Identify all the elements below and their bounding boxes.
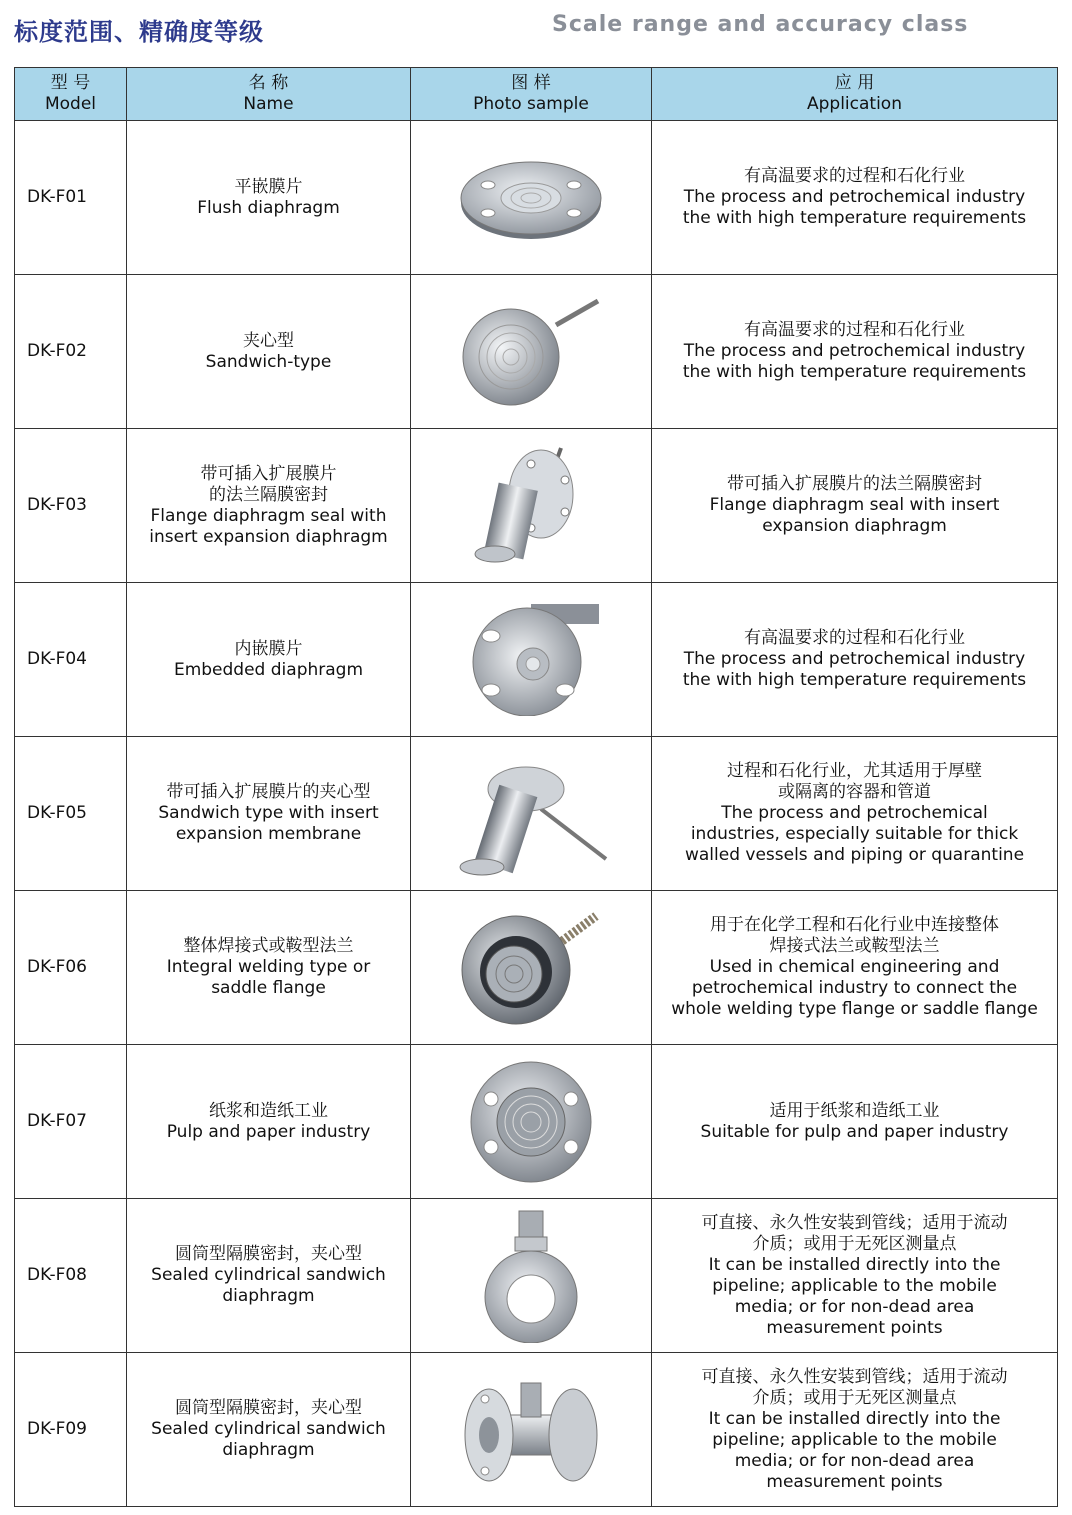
name-line: 平嵌膜片: [234, 176, 303, 197]
model-cell: DK-F05: [15, 737, 127, 891]
name-cell: [127, 737, 411, 891]
name-line: Sealed cylindrical sandwich: [151, 1419, 386, 1439]
name-line: 夹心型: [243, 330, 294, 351]
application-cell: [652, 583, 1058, 737]
application-line: It can be installed directly into the: [708, 1254, 1001, 1275]
application-line: media; or for non-dead area: [734, 1296, 975, 1317]
name-line: 带可插入扩展膜片: [200, 463, 337, 484]
application-line: 适用于纸浆和造纸工业: [769, 1100, 940, 1121]
table-header-row: [15, 68, 1058, 121]
application-line: 可直接、永久性安装到管线；适用于流动: [701, 1366, 1008, 1387]
cylindrical-seal-icon: [411, 1209, 651, 1343]
embedded-diaphragm-icon: [411, 604, 651, 716]
application-line: 可直接、永久性安装到管线；适用于流动: [701, 1212, 1008, 1233]
name-line: 内嵌膜片: [234, 638, 303, 659]
column-header-model: 型 号 Model: [15, 68, 127, 121]
model-cell: DK-F06: [15, 891, 127, 1045]
column-header-application: 应 用 Application: [652, 68, 1058, 121]
application-cell: [652, 275, 1058, 429]
name-cell: [127, 1353, 411, 1507]
product-table: [14, 67, 1058, 1507]
application-cell: [652, 121, 1058, 275]
application-line: the with high temperature requirements: [682, 362, 1027, 382]
application-line: petrochemical industry to connect the: [691, 978, 1018, 998]
name-line: 带可插入扩展膜片的夹心型: [166, 782, 371, 802]
application-line: The process and petrochemical industry: [683, 187, 1026, 207]
name-line: Sandwich-type: [205, 351, 332, 372]
name-cell: [127, 891, 411, 1045]
application-line: The process and petrochemical industry: [683, 649, 1026, 669]
application-line: measurement points: [766, 1317, 943, 1338]
photo-cell: [411, 1199, 652, 1353]
name-line: 的法兰隔膜密封: [209, 484, 328, 505]
name-line: Embedded diaphragm: [173, 659, 364, 680]
name-line: Integral welding type or: [166, 957, 371, 977]
name-cell: [127, 583, 411, 737]
sandwich-extended-icon: [411, 749, 651, 879]
application-line: media; or for non-dead area: [734, 1450, 975, 1471]
name-line: Sealed cylindrical sandwich: [151, 1265, 386, 1285]
application-cell: [652, 1353, 1058, 1507]
photo-cell: [411, 429, 652, 583]
application-line: walled vessels and piping or quarantine: [684, 845, 1025, 865]
table-row: [15, 121, 1058, 275]
application-cell: [652, 1045, 1058, 1199]
table-row: [15, 891, 1058, 1045]
name-cell: [127, 1045, 411, 1199]
name-cell: [127, 429, 411, 583]
model-cell: DK-F09: [15, 1353, 127, 1507]
application-line: 用于在化学工程和石化行业中连接整体: [710, 915, 999, 935]
application-line: pipeline; applicable to the mobile: [712, 1275, 997, 1296]
application-line: the with high temperature requirements: [682, 208, 1027, 228]
name-line: insert expansion diaphragm: [149, 526, 388, 547]
name-cell: [127, 121, 411, 275]
application-line: The process and petrochemical: [721, 803, 988, 823]
column-header-photo: 图 样 Photo sample: [411, 68, 652, 121]
application-line: measurement points: [766, 1471, 943, 1492]
photo-cell: [411, 737, 652, 891]
model-cell: DK-F02: [15, 275, 127, 429]
application-line: Flange diaphragm seal with insert: [709, 495, 1000, 515]
application-line: It can be installed directly into the: [708, 1408, 1001, 1429]
application-line: the with high temperature requirements: [682, 670, 1027, 690]
name-line: expansion membrane: [175, 824, 362, 844]
application-cell: [652, 1199, 1058, 1353]
application-cell: [652, 737, 1058, 891]
table-row: [15, 737, 1058, 891]
photo-cell: [411, 1045, 652, 1199]
table-row: [15, 583, 1058, 737]
application-line: pipeline; applicable to the mobile: [712, 1429, 997, 1450]
name-line: Flange diaphragm seal with: [150, 505, 387, 526]
page-title-en: Scale range and accuracy class: [552, 12, 969, 37]
application-line: 有高温要求的过程和石化行业: [744, 628, 965, 648]
table-row: [15, 429, 1058, 583]
application-cell: [652, 429, 1058, 583]
application-line: Used in chemical engineering and: [709, 957, 1000, 977]
photo-cell: [411, 891, 652, 1045]
photo-cell: [411, 275, 652, 429]
table-row: [15, 275, 1058, 429]
application-line: Suitable for pulp and paper industry: [700, 1121, 1009, 1142]
name-line: 纸浆和造纸工业: [209, 1100, 328, 1121]
name-line: Pulp and paper industry: [166, 1121, 371, 1142]
application-line: 焊接式法兰或鞍型法兰: [769, 936, 940, 956]
name-line: 圆筒型隔膜密封，夹心型: [175, 1398, 362, 1418]
table-row: [15, 1045, 1058, 1199]
photo-cell: [411, 583, 652, 737]
application-cell: [652, 891, 1058, 1045]
flange-extended-icon: [411, 446, 651, 566]
application-line: industries, especially suitable for thick: [690, 824, 1019, 844]
name-line: 整体焊接式或鞍型法兰: [183, 936, 354, 956]
application-line: 有高温要求的过程和石化行业: [744, 166, 965, 186]
application-line: 介质；或用于无死区测量点: [752, 1387, 957, 1408]
name-cell: [127, 275, 411, 429]
application-line: 或隔离的容器和管道: [778, 782, 931, 802]
model-cell: DK-F03: [15, 429, 127, 583]
sandwich-diaphragm-icon: [411, 297, 651, 407]
application-line: The process and petrochemical industry: [683, 341, 1026, 361]
column-header-name: 名 称 Name: [127, 68, 411, 121]
photo-cell: [411, 1353, 652, 1507]
inline-pipe-seal-icon: [411, 1375, 651, 1485]
application-line: expansion diaphragm: [762, 516, 947, 536]
photo-cell: [411, 121, 652, 275]
table-row: [15, 1199, 1058, 1353]
name-line: saddle flange: [211, 978, 326, 998]
model-cell: DK-F04: [15, 583, 127, 737]
table-row: [15, 1353, 1058, 1507]
application-line: 带可插入扩展膜片的法兰隔膜密封: [727, 474, 982, 494]
welded-flange-icon: [411, 908, 651, 1028]
name-line: Flush diaphragm: [197, 197, 340, 218]
model-cell: DK-F01: [15, 121, 127, 275]
application-line: 介质；或用于无死区测量点: [752, 1233, 957, 1254]
model-cell: DK-F08: [15, 1199, 127, 1353]
application-line: whole welding type flange or saddle flange: [671, 999, 1038, 1019]
application-line: 过程和石化行业，尤其适用于厚壁: [727, 761, 982, 781]
name-cell: [127, 1199, 411, 1353]
name-line: 圆筒型隔膜密封，夹心型: [175, 1244, 362, 1264]
page-title-cn: 标度范围、精确度等级: [14, 18, 264, 46]
name-line: Sandwich type with insert: [158, 803, 379, 823]
pulp-flange-icon: [411, 1059, 651, 1185]
application-line: 有高温要求的过程和石化行业: [744, 320, 965, 340]
name-line: diaphragm: [222, 1286, 315, 1306]
model-cell: DK-F07: [15, 1045, 127, 1199]
name-line: diaphragm: [222, 1440, 315, 1460]
flush-diaphragm-icon: [411, 153, 651, 243]
